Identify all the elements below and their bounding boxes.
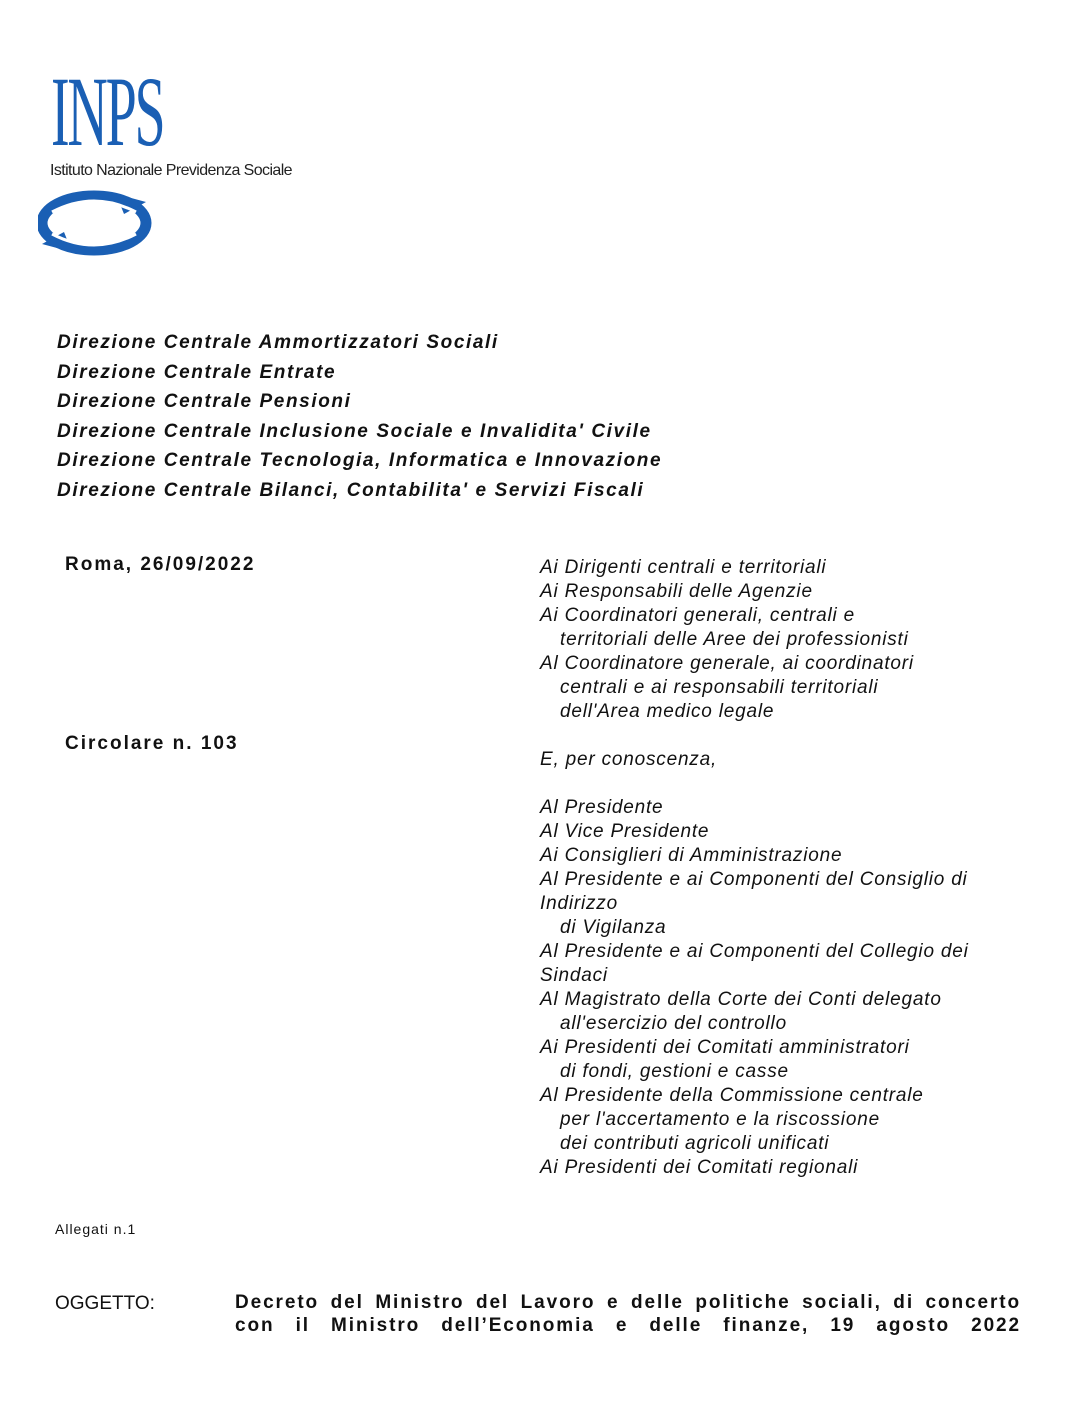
circolare-number: Circolare n. 103: [65, 733, 239, 754]
cc-line: all'esercizio del controllo: [560, 1013, 787, 1034]
cc-line: Al Presidente: [540, 797, 664, 818]
recipient-line: Ai Coordinatori generali, centrali e: [540, 605, 856, 626]
cc-line: Ai Consiglieri di Amministrazione: [540, 845, 843, 866]
cc-line: Ai Presidenti dei Comitati amministratori: [540, 1037, 910, 1058]
cc-line: Al Presidente e ai Componenti del Collegio dei Sindaci: [540, 941, 969, 986]
recipient-line: Ai Responsabili delle Agenzie: [540, 581, 813, 602]
cc-line: di fondi, gestioni e casse: [560, 1061, 789, 1082]
recipient-line: territoriali delle Aree dei professionisti: [560, 629, 909, 650]
cc-line: Al Presidente e ai Componenti del Consiglio di Indirizzo: [540, 869, 968, 914]
directorate-item: Direzione Centrale Ammortizzatori Sociali: [57, 332, 499, 353]
attachments-count: Allegati n.1: [55, 1221, 137, 1237]
cc-line: Al Vice Presidente: [540, 821, 710, 842]
directorate-item: Direzione Centrale Pensioni: [57, 391, 352, 413]
place-date: Roma, 26/09/2022: [65, 554, 256, 575]
cc-line: Al Magistrato della Corte dei Conti delegato: [540, 989, 942, 1010]
directorate-item: Direzione Centrale Bilanci, Contabilita' e Servizi Fiscali: [57, 479, 645, 501]
logo-subtitle: Istituto Nazionale Previdenza Sociale: [50, 162, 292, 179]
directorate-item: Direzione Centrale Entrate: [57, 361, 337, 383]
directorate-item: Direzione Centrale Tecnologia, Informatica e Innovazione: [57, 450, 663, 472]
subject-label: OGGETTO:: [55, 1293, 155, 1314]
recipients-block: [540, 556, 1070, 1180]
recipient-line: dell'Area medico legale: [560, 701, 775, 722]
recipient-line: Al Coordinatore generale, ai coordinatori: [540, 653, 914, 674]
recipient-line: Ai Dirigenti centrali e territoriali: [540, 557, 827, 578]
subject-text: Decreto del Ministro del Lavoro e delle politiche sociali, di concerto con il Ministro dell’Economia e delle finanze, 19 agosto 2022: [235, 1292, 1021, 1336]
circular-arrows-icon: [38, 190, 154, 256]
recipient-line: centrali e ai responsabili territoriali: [560, 677, 879, 698]
directorate-item: Direzione Centrale Inclusione Sociale e Invalidita' Civile: [57, 420, 652, 442]
logo-wordmark: INPS: [51, 56, 164, 167]
cc-line: dei contributi agricoli unificati: [560, 1133, 830, 1154]
directorates-list: [57, 328, 662, 506]
cc-line: Ai Presidenti dei Comitati regionali: [540, 1157, 859, 1178]
cc-intro: E, per conoscenza,: [540, 749, 718, 770]
cc-line: per l'accertamento e la riscossione: [560, 1109, 880, 1130]
cc-line: di Vigilanza: [560, 917, 667, 938]
cc-line: Al Presidente della Commissione centrale: [540, 1085, 924, 1106]
